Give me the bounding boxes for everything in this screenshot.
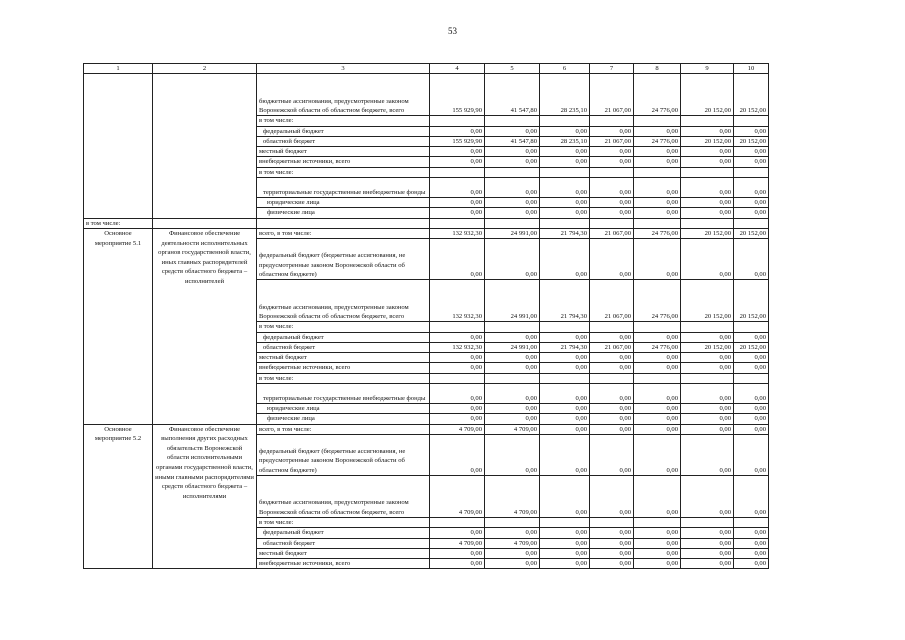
value-cell: 0,00 [485, 126, 540, 136]
value-cell: 0,00 [681, 198, 734, 208]
measure-name-cell: Финансовое обеспечение деятельности исполнительных органов государственной власти, иных главных распорядителей средств областного бюджета – исполнителей [153, 228, 257, 424]
value-cell: 0,00 [734, 548, 769, 558]
source-label-cell: местный бюджет [257, 353, 430, 363]
value-cell: 0,00 [634, 126, 681, 136]
measure-code-cell [84, 74, 153, 218]
value-cell [430, 373, 485, 383]
value-cell: 4 709,00 [430, 424, 485, 434]
value-cell: 0,00 [734, 332, 769, 342]
value-cell: 24 776,00 [634, 342, 681, 352]
value-cell: 21 067,00 [590, 74, 634, 116]
source-label-cell: в том числе: [257, 373, 430, 383]
value-cell: 0,00 [734, 434, 769, 475]
value-cell: 0,00 [681, 147, 734, 157]
value-cell: 0,00 [590, 424, 634, 434]
empty-cell [540, 218, 590, 228]
source-label-cell: местный бюджет [257, 147, 430, 157]
page-number: 53 [448, 26, 457, 36]
value-cell: 0,00 [681, 538, 734, 548]
source-label-cell: территориальные государственные внебюджетные фонды [257, 384, 430, 404]
source-label-cell: внебюджетные источники, всего [257, 363, 430, 373]
measure-code-cell: Основное мероприятие 5.1 [84, 228, 153, 424]
source-label-cell: в том числе: [257, 116, 430, 126]
value-cell [540, 167, 590, 177]
value-cell: 0,00 [634, 147, 681, 157]
value-cell: 4 709,00 [485, 538, 540, 548]
value-cell [590, 517, 634, 527]
source-label-cell: физические лица [257, 414, 430, 424]
value-cell [681, 517, 734, 527]
value-cell: 0,00 [430, 198, 485, 208]
value-cell: 24 776,00 [634, 280, 681, 322]
value-cell: 0,00 [485, 528, 540, 538]
value-cell: 0,00 [590, 239, 634, 280]
value-cell: 0,00 [540, 363, 590, 373]
measure-code-cell: Основное мероприятие 5.2 [84, 424, 153, 569]
value-cell: 0,00 [430, 332, 485, 342]
header-cell: 3 [257, 64, 430, 74]
value-cell: 0,00 [734, 157, 769, 167]
header-cell: 8 [634, 64, 681, 74]
value-cell: 0,00 [590, 559, 634, 569]
value-cell: 0,00 [634, 353, 681, 363]
value-cell: 0,00 [540, 147, 590, 157]
value-cell: 0,00 [590, 528, 634, 538]
value-cell: 0,00 [590, 178, 634, 198]
value-cell: 0,00 [540, 239, 590, 280]
value-cell: 0,00 [734, 353, 769, 363]
value-cell: 0,00 [485, 548, 540, 558]
value-cell: 0,00 [634, 178, 681, 198]
value-cell: 20 152,00 [681, 280, 734, 322]
header-cell: 7 [590, 64, 634, 74]
empty-cell [257, 218, 430, 228]
value-cell: 24 991,00 [485, 280, 540, 322]
value-cell: 0,00 [734, 147, 769, 157]
source-label-cell: областной бюджет [257, 136, 430, 146]
value-cell: 0,00 [540, 178, 590, 198]
value-cell: 0,00 [430, 548, 485, 558]
value-cell: 0,00 [681, 239, 734, 280]
value-cell: 0,00 [681, 414, 734, 424]
value-cell: 0,00 [540, 548, 590, 558]
value-cell: 0,00 [590, 404, 634, 414]
value-cell: 132 932,30 [430, 280, 485, 322]
value-cell: 0,00 [734, 475, 769, 517]
header-cell: 6 [540, 64, 590, 74]
value-cell: 28 235,10 [540, 136, 590, 146]
value-cell: 0,00 [485, 384, 540, 404]
source-label-cell: областной бюджет [257, 342, 430, 352]
value-cell: 0,00 [634, 363, 681, 373]
value-cell [634, 373, 681, 383]
value-cell: 0,00 [634, 384, 681, 404]
header-cell: 10 [734, 64, 769, 74]
value-cell: 132 932,30 [430, 228, 485, 238]
value-cell: 0,00 [590, 414, 634, 424]
value-cell: 0,00 [430, 404, 485, 414]
value-cell: 0,00 [540, 424, 590, 434]
value-cell: 20 152,00 [734, 342, 769, 352]
empty-cell [734, 218, 769, 228]
source-label-cell: в том числе: [257, 167, 430, 177]
value-cell: 20 152,00 [681, 136, 734, 146]
value-cell: 0,00 [430, 414, 485, 424]
value-cell [430, 322, 485, 332]
value-cell: 0,00 [634, 157, 681, 167]
value-cell: 0,00 [681, 434, 734, 475]
header-cell: 2 [153, 64, 257, 74]
value-cell: 0,00 [590, 363, 634, 373]
value-cell: 21 067,00 [590, 342, 634, 352]
value-cell: 0,00 [485, 332, 540, 342]
empty-cell [430, 218, 485, 228]
value-cell: 4 709,00 [430, 538, 485, 548]
source-label-cell: физические лица [257, 208, 430, 218]
value-cell: 0,00 [590, 332, 634, 342]
value-cell: 21 067,00 [590, 280, 634, 322]
value-cell: 0,00 [734, 404, 769, 414]
value-cell: 0,00 [681, 208, 734, 218]
value-cell: 4 709,00 [485, 475, 540, 517]
value-cell: 0,00 [681, 353, 734, 363]
source-label-cell: федеральный бюджет (бюджетные ассигнования, не предусмотренные законом Воронежской области об областном бюджете) [257, 434, 430, 475]
value-cell [485, 517, 540, 527]
value-cell: 41 547,80 [485, 136, 540, 146]
value-cell: 0,00 [734, 126, 769, 136]
empty-cell [681, 218, 734, 228]
table-row [84, 74, 769, 116]
value-cell: 0,00 [590, 353, 634, 363]
value-cell: 0,00 [734, 414, 769, 424]
budget-table [83, 63, 769, 569]
value-cell [590, 373, 634, 383]
measure-name-cell: Финансовое обеспечение выполнения других расходных обязательств Воронежской области исполнительными органами государственной власти, иными главными распорядителями средств областного бюджета – исполнителями [153, 424, 257, 569]
value-cell: 0,00 [485, 157, 540, 167]
value-cell: 0,00 [634, 414, 681, 424]
value-cell: 0,00 [485, 239, 540, 280]
source-label-cell: в том числе: [257, 517, 430, 527]
value-cell [540, 517, 590, 527]
value-cell: 0,00 [734, 239, 769, 280]
value-cell: 0,00 [430, 208, 485, 218]
value-cell: 0,00 [681, 157, 734, 167]
value-cell: 0,00 [681, 559, 734, 569]
value-cell: 0,00 [485, 559, 540, 569]
value-cell: 0,00 [430, 434, 485, 475]
source-label-cell: внебюджетные источники, всего [257, 559, 430, 569]
value-cell: 0,00 [734, 198, 769, 208]
value-cell: 0,00 [485, 363, 540, 373]
value-cell: 0,00 [681, 404, 734, 414]
value-cell: 4 709,00 [430, 475, 485, 517]
value-cell: 0,00 [681, 126, 734, 136]
value-cell: 20 152,00 [734, 136, 769, 146]
value-cell [590, 167, 634, 177]
value-cell [430, 517, 485, 527]
value-cell: 0,00 [540, 208, 590, 218]
value-cell: 0,00 [430, 528, 485, 538]
table-row [84, 228, 769, 238]
value-cell: 28 235,10 [540, 74, 590, 116]
header-row [84, 64, 769, 74]
value-cell [485, 373, 540, 383]
value-cell: 0,00 [430, 384, 485, 404]
value-cell [734, 373, 769, 383]
value-cell: 20 152,00 [681, 74, 734, 116]
value-cell: 0,00 [430, 239, 485, 280]
value-cell [734, 322, 769, 332]
source-label-cell: федеральный бюджет [257, 528, 430, 538]
value-cell: 0,00 [634, 239, 681, 280]
value-cell: 21 794,30 [540, 228, 590, 238]
value-cell: 0,00 [540, 332, 590, 342]
value-cell: 24 991,00 [485, 228, 540, 238]
value-cell [540, 116, 590, 126]
value-cell: 0,00 [681, 475, 734, 517]
value-cell [540, 322, 590, 332]
value-cell [734, 167, 769, 177]
value-cell: 0,00 [590, 475, 634, 517]
value-cell: 0,00 [430, 157, 485, 167]
value-cell: 0,00 [540, 384, 590, 404]
source-label-cell: бюджетные ассигнования, предусмотренные законом Воронежской области об областном бюджете, всего [257, 280, 430, 322]
source-label-cell: бюджетные ассигнования, предусмотренные законом Воронежской области об областном бюджете, всего [257, 74, 430, 116]
value-cell [734, 116, 769, 126]
value-cell [485, 116, 540, 126]
value-cell [681, 116, 734, 126]
value-cell: 0,00 [485, 178, 540, 198]
value-cell: 0,00 [590, 126, 634, 136]
value-cell: 0,00 [634, 332, 681, 342]
value-cell: 0,00 [540, 198, 590, 208]
value-cell: 0,00 [634, 528, 681, 538]
value-cell: 155 929,90 [430, 136, 485, 146]
value-cell: 0,00 [485, 208, 540, 218]
value-cell: 0,00 [540, 434, 590, 475]
source-label-cell: федеральный бюджет (бюджетные ассигнования, не предусмотренные законом Воронежской области об областном бюджете) [257, 239, 430, 280]
value-cell [734, 517, 769, 527]
value-cell [590, 116, 634, 126]
value-cell: 0,00 [681, 548, 734, 558]
source-label-cell: внебюджетные источники, всего [257, 157, 430, 167]
source-label-cell: федеральный бюджет [257, 332, 430, 342]
value-cell: 0,00 [430, 126, 485, 136]
source-label-cell: областной бюджет [257, 538, 430, 548]
value-cell [540, 373, 590, 383]
value-cell: 0,00 [590, 198, 634, 208]
value-cell: 0,00 [634, 424, 681, 434]
empty-cell [634, 218, 681, 228]
value-cell: 0,00 [681, 528, 734, 538]
value-cell: 0,00 [634, 475, 681, 517]
value-cell: 0,00 [540, 538, 590, 548]
value-cell: 0,00 [681, 178, 734, 198]
value-cell: 21 794,30 [540, 342, 590, 352]
value-cell [634, 167, 681, 177]
value-cell: 0,00 [634, 538, 681, 548]
value-cell: 20 152,00 [734, 74, 769, 116]
value-cell: 132 932,30 [430, 342, 485, 352]
value-cell: 0,00 [734, 559, 769, 569]
value-cell: 24 776,00 [634, 74, 681, 116]
value-cell: 0,00 [734, 528, 769, 538]
source-label-cell: территориальные государственные внебюджетные фонды [257, 178, 430, 198]
value-cell: 0,00 [485, 404, 540, 414]
value-cell: 0,00 [634, 434, 681, 475]
value-cell: 0,00 [540, 414, 590, 424]
empty-cell [485, 218, 540, 228]
value-cell: 20 152,00 [681, 342, 734, 352]
value-cell: 0,00 [681, 332, 734, 342]
value-cell: 0,00 [430, 363, 485, 373]
source-label-cell: всего, в том числе: [257, 228, 430, 238]
value-cell: 0,00 [485, 414, 540, 424]
value-cell: 0,00 [485, 147, 540, 157]
value-cell [681, 167, 734, 177]
value-cell [485, 167, 540, 177]
value-cell: 0,00 [681, 384, 734, 404]
value-cell: 0,00 [540, 353, 590, 363]
value-cell: 21 067,00 [590, 136, 634, 146]
value-cell: 0,00 [681, 424, 734, 434]
value-cell: 0,00 [734, 384, 769, 404]
table-row [84, 424, 769, 434]
value-cell [634, 116, 681, 126]
value-cell: 0,00 [430, 353, 485, 363]
value-cell: 20 152,00 [734, 228, 769, 238]
in-that-number-label: в том числе: [84, 218, 153, 228]
value-cell: 0,00 [734, 363, 769, 373]
header-cell: 1 [84, 64, 153, 74]
value-cell: 0,00 [540, 126, 590, 136]
value-cell: 0,00 [734, 538, 769, 548]
value-cell: 0,00 [634, 548, 681, 558]
value-cell: 0,00 [734, 208, 769, 218]
value-cell: 0,00 [430, 178, 485, 198]
source-label-cell: юридические лица [257, 198, 430, 208]
value-cell: 0,00 [634, 198, 681, 208]
source-label-cell: всего, в том числе: [257, 424, 430, 434]
value-cell: 0,00 [590, 208, 634, 218]
source-label-cell: федеральный бюджет [257, 126, 430, 136]
value-cell: 0,00 [590, 434, 634, 475]
value-cell: 21 067,00 [590, 228, 634, 238]
value-cell: 0,00 [540, 404, 590, 414]
value-cell: 0,00 [540, 157, 590, 167]
separator-row [84, 218, 769, 228]
header-cell: 4 [430, 64, 485, 74]
value-cell: 0,00 [540, 559, 590, 569]
value-cell: 0,00 [485, 353, 540, 363]
value-cell: 24 991,00 [485, 342, 540, 352]
value-cell: 0,00 [590, 548, 634, 558]
value-cell: 0,00 [485, 198, 540, 208]
value-cell: 24 776,00 [634, 228, 681, 238]
source-label-cell: в том числе: [257, 322, 430, 332]
empty-cell [590, 218, 634, 228]
value-cell: 0,00 [590, 147, 634, 157]
value-cell: 0,00 [734, 424, 769, 434]
value-cell: 24 776,00 [634, 136, 681, 146]
value-cell [681, 373, 734, 383]
value-cell [590, 322, 634, 332]
value-cell: 21 794,30 [540, 280, 590, 322]
value-cell: 0,00 [590, 157, 634, 167]
source-label-cell: юридические лица [257, 404, 430, 414]
value-cell: 0,00 [590, 384, 634, 404]
value-cell: 0,00 [430, 559, 485, 569]
value-cell: 0,00 [734, 178, 769, 198]
value-cell [634, 517, 681, 527]
table-body [84, 64, 769, 569]
value-cell: 0,00 [430, 147, 485, 157]
value-cell: 0,00 [540, 528, 590, 538]
value-cell [681, 322, 734, 332]
value-cell: 0,00 [590, 538, 634, 548]
value-cell: 20 152,00 [734, 280, 769, 322]
value-cell: 0,00 [634, 559, 681, 569]
header-cell: 9 [681, 64, 734, 74]
value-cell: 155 929,90 [430, 74, 485, 116]
value-cell: 0,00 [485, 434, 540, 475]
value-cell [485, 322, 540, 332]
value-cell: 0,00 [681, 363, 734, 373]
value-cell [430, 116, 485, 126]
measure-name-cell [153, 74, 257, 218]
source-label-cell: бюджетные ассигнования, предусмотренные законом Воронежской области об областном бюджете, всего [257, 475, 430, 517]
value-cell: 0,00 [634, 404, 681, 414]
value-cell: 20 152,00 [681, 228, 734, 238]
source-label-cell: местный бюджет [257, 548, 430, 558]
value-cell [430, 167, 485, 177]
empty-cell [153, 218, 257, 228]
value-cell [634, 322, 681, 332]
header-cell: 5 [485, 64, 540, 74]
value-cell: 0,00 [634, 208, 681, 218]
value-cell: 0,00 [540, 475, 590, 517]
value-cell: 4 709,00 [485, 424, 540, 434]
value-cell: 41 547,80 [485, 74, 540, 116]
